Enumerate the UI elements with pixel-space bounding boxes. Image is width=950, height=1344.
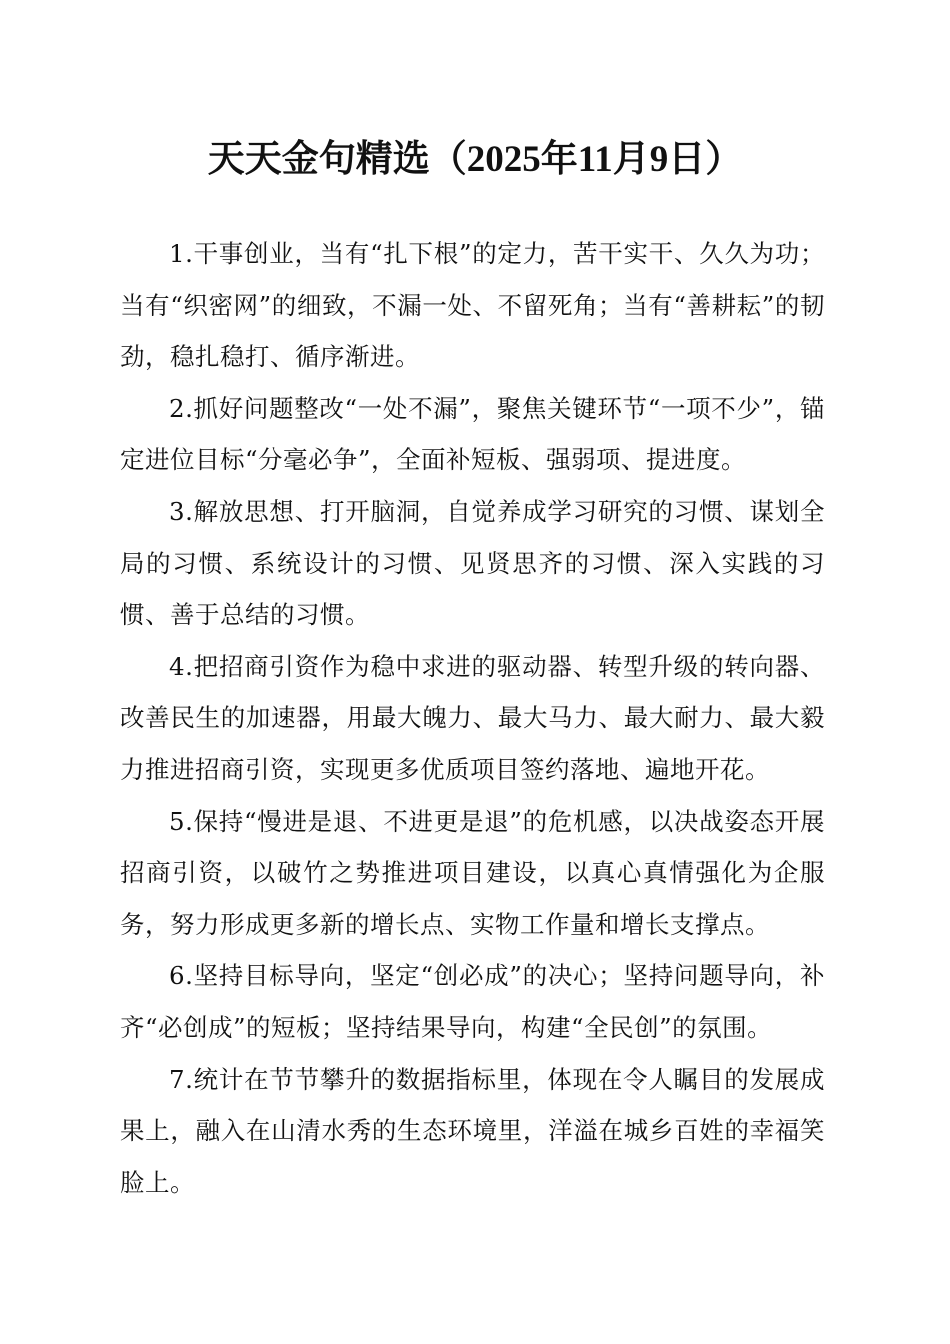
document-body [120, 228, 825, 1208]
quote-paragraph-4: 4.把招商引资作为稳中求进的驱动器、转型升级的转向器、改善民生的加速器，用最大魄力、最大马力、最大耐力、最大毅力推进招商引资，实现更多优质项目签约落地、遍地开花。 [120, 651, 825, 784]
quote-paragraph-1: 1.干事创业，当有“扎下根”的定力，苦干实干、久久为功；当有“织密网”的细致，不漏一处、不留死角；当有“善耕耘”的韧劲，稳扎稳打、循序渐进。 [120, 239, 825, 372]
document-title: 天天金句精选（2025年11月9日） [207, 139, 743, 180]
quote-paragraph-2: 2.抓好问题整改“一处不漏”，聚焦关键环节“一项不少”，锚定进位目标“分毫必争”，全面补短板、强弱项、提进度。 [120, 393, 825, 475]
quote-paragraph-7: 7.统计在节节攀升的数据指标里，体现在令人瞩目的发展成果上，融入在山清水秀的生态环境里，洋溢在城乡百姓的幸福笑脸上。 [120, 1064, 825, 1197]
quote-paragraph-6: 6.坚持目标导向，坚定“创必成”的决心；坚持问题导向，补齐“必创成”的短板；坚持结果导向，构建“全民创”的氛围。 [120, 961, 825, 1042]
quote-paragraph-3: 3.解放思想、打开脑洞，自觉养成学习研究的习惯、谋划全局的习惯、系统设计的习惯、见贤思齐的习惯、深入实践的习惯、善于总结的习惯。 [120, 496, 825, 630]
quote-paragraph-5: 5.保持“慢进是退、不进更是退”的危机感，以决战姿态开展招商引资，以破竹之势推进项目建设，以真心真情强化为企服务，努力形成更多新的增长点、实物工作量和增长支撑点。 [120, 806, 825, 939]
